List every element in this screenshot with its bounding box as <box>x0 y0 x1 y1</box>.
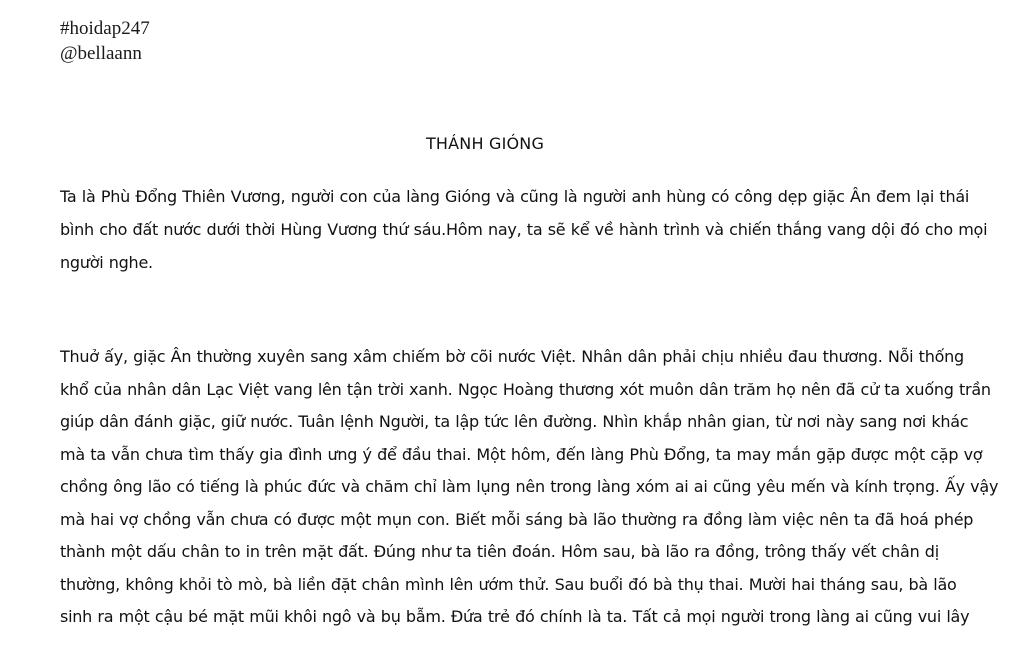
paragraph-line: thường, không khỏi tò mò, bà liền đặt chân mình lên ướm thử. Sau buổi đó bà thụ thai. Mười hai tháng sau, bà lão <box>60 574 957 594</box>
paragraph-intro <box>60 180 988 279</box>
username-text: @bellaann <box>60 43 142 64</box>
paragraph-line: mà hai vợ chồng vẫn chưa có được một mụn con. Biết mỗi sáng bà lão thường ra đồng làm việc nên ta đã hoá phép <box>60 509 974 529</box>
paragraph-line: chồng ông lão có tiếng là phúc đức và chăm chỉ làm lụng nên trong làng xóm ai ai cũng yêu mến và kính trọng. Ấy vậy <box>60 477 999 496</box>
paragraph-line: mà ta vẫn chưa tìm thấy gia đình ưng ý để đầu thai. Một hôm, đến làng Phù Đổng, ta may mắn gặp được một cặp vợ <box>60 444 983 464</box>
paragraph-line: giúp dân đánh giặc, giữ nước. Tuân lệnh Người, ta lập tức lên đường. Nhìn khắp nhân gian, từ nơi này sang nơi khác <box>60 412 969 431</box>
post-tags <box>60 16 150 66</box>
paragraph-line: Thuở ấy, giặc Ân thường xuyên sang xâm chiếm bờ cõi nước Việt. Nhân dân phải chịu nhiều đau thương. Nỗi thống <box>60 347 964 366</box>
paragraph-line: thành một dấu chân to in trên mặt đất. Đúng như ta tiên đoán. Hôm sau, bà lão ra đồng, trông thấy vết chân dị <box>60 542 939 561</box>
paragraph-line: Ta là Phù Đổng Thiên Vương, người con của làng Gióng và cũng là người anh hùng có công dẹp giặc Ân đem lại thái <box>60 187 970 206</box>
paragraph-line: người nghe. <box>60 253 153 272</box>
hashtag-text: #hoidap247 <box>60 18 150 39</box>
paragraph-line: bình cho đất nước dưới thời Hùng Vương thứ sáu.Hôm nay, ta sẽ kể về hành trình và chiến thắng vang dội đó cho mọi <box>60 220 988 239</box>
document-title: THÁNH GIÓNG <box>425 134 545 153</box>
paragraph-line: khổ của nhân dân Lạc Việt vang lên tận trời xanh. Ngọc Hoàng thương xót muôn dân trăm họ nên đã cử ta xuống trần <box>60 379 991 399</box>
paragraph-story <box>60 341 999 634</box>
paragraph-line: sinh ra một cậu bé mặt mũi khôi ngô và bụ bẫm. Đứa trẻ đó chính là ta. Tất cả mọi người trong làng ai cũng vui lây <box>60 607 970 626</box>
